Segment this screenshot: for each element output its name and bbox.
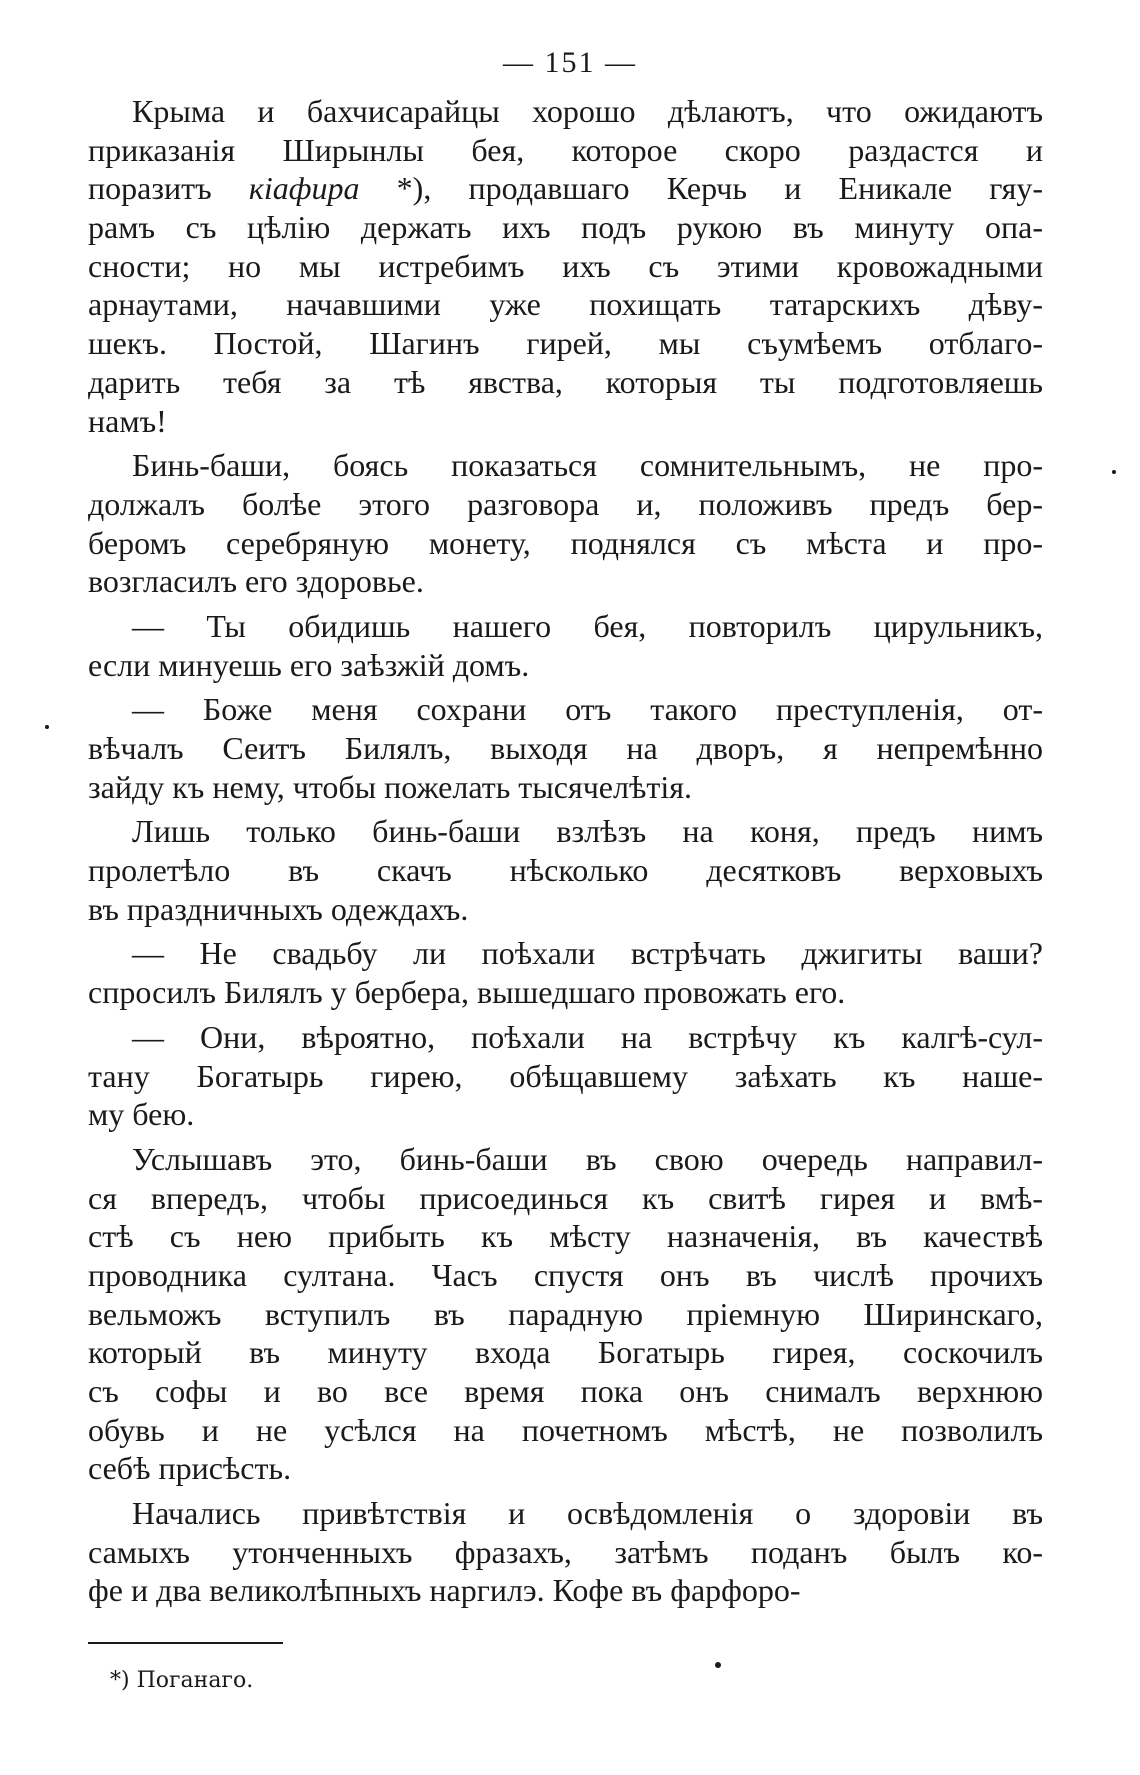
text-line: арнаутами, начавшими уже похищать татарскихъ дѣву- <box>88 286 1043 323</box>
text-line: му бею. <box>88 1096 195 1133</box>
text-line: приказанія Ширынлы бея, которое скоро раздастся и <box>88 131 1043 168</box>
text-line: тану Богатырь гирею, обѣщавшему заѣхать къ нашe- <box>88 1057 1043 1094</box>
text-line: обувь и не усѣлся на почетномъ мѣстѣ, не позволилъ <box>88 1411 1043 1448</box>
text-line: поразитъ кіафира *), продавшаго Керчь и Еникале гяу- <box>88 170 1044 207</box>
text-line: рамъ съ цѣлію держать ихъ подъ рукою въ минуту опа- <box>88 209 1043 246</box>
footnote-divider <box>88 1642 283 1644</box>
text-line: самыхъ утонченныхъ фразахъ, затѣмъ поданъ былъ ко- <box>88 1533 1043 1570</box>
text-line: беромъ серебряную монету, поднялся съ мѣста и про- <box>88 524 1043 561</box>
text-line: дарить тебя за тѣ явства, которыя ты подготовляешь <box>88 363 1043 400</box>
print-speck <box>715 1662 721 1668</box>
paragraph <box>88 446 1043 601</box>
text-line: вѣчалъ Сеитъ Билялъ, выходя на дворъ, я непремѣнно <box>88 730 1043 766</box>
footnote: *) Поганаго. <box>110 1668 254 1693</box>
paragraph <box>88 934 1043 1011</box>
text-line: шекъ. Постой, Шагинъ гирей, мы съумѣемъ отблаго- <box>88 325 1043 362</box>
text-line: зайду къ нему, чтобы пожелать тысячелѣтія. <box>88 768 692 805</box>
paragraph <box>88 812 1043 928</box>
text-line: если минуешь его заѣзжій домъ. <box>88 646 530 683</box>
text-line: Начались привѣтствія и освѣдомленія о здоровіи въ <box>132 1495 1043 1532</box>
paragraph <box>88 607 1043 684</box>
paragraph <box>88 1018 1043 1134</box>
text-line: возгласилъ его здоровье. <box>88 563 424 600</box>
print-speck <box>45 725 49 729</box>
text-line: сности; но мы истребимъ ихъ съ этими кровожадными <box>88 247 1043 284</box>
page-number: — 151 — <box>503 46 637 79</box>
text-line: Услышавъ это, бинь-баши въ свою очередь направил- <box>132 1140 1043 1177</box>
text-line: Крыма и бахчисарайцы хорошо дѣлаютъ, что ожидаютъ <box>132 93 1043 129</box>
italic-word: кіафира <box>248 170 360 207</box>
text-line: должалъ болѣе этого разговора и, положивъ предъ бер- <box>88 485 1043 522</box>
text-line: ся впередъ, чтобы присоединься къ свитѣ гирея и вмѣ- <box>88 1179 1043 1216</box>
text-line: себѣ присѣсть. <box>88 1450 292 1487</box>
text-line: стѣ съ нею прибыть къ мѣсту назначенія, въ качествѣ <box>88 1218 1043 1255</box>
text-line: — Они, вѣроятно, поѣхали на встрѣчу къ калгѣ-сул- <box>132 1018 1043 1055</box>
text-line: Лишь только бинь-баши взлѣзъ на коня, предъ нимъ <box>132 813 1043 850</box>
text-line: съ софы и во все время пока онъ снималъ верхнюю <box>88 1373 1043 1409</box>
paragraph <box>88 1494 1043 1610</box>
text-line: который въ минуту входа Богатырь гирея, соскочилъ <box>88 1334 1043 1371</box>
paragraph <box>88 690 1043 806</box>
text-line: въ праздничныхъ одеждахъ. <box>88 890 469 927</box>
paragraph <box>88 1140 1043 1488</box>
text-body <box>88 92 1043 1610</box>
paragraph <box>88 92 1043 440</box>
text-line: вельможъ вступилъ въ парадную пріемную Ширинскаго, <box>88 1295 1043 1332</box>
text-line: намъ! <box>88 402 167 439</box>
text-line: — Боже меня сохрани отъ такого преступленія, от- <box>132 691 1043 728</box>
text-line: — Не свадьбу ли поѣхали встрѣчать джигиты ваши? <box>132 935 1043 972</box>
text-line: пролетѣло въ скачъ нѣсколько десятковъ верховыхъ <box>88 852 1043 889</box>
text-line: Бинь-баши, боясь показаться сомнительнымъ, не про- <box>132 447 1043 484</box>
text-line: — Ты обидишь нашего бея, повторилъ цирульникъ, <box>132 607 1043 644</box>
text-line: спросилъ Билялъ у бербера, вышедшаго провожать его. <box>88 974 846 1011</box>
print-speck <box>1112 470 1116 474</box>
text-line: фе и два великолѣпныхъ наргилэ. Кофе въ фарфоро- <box>88 1572 801 1609</box>
text-line: проводника султана. Часъ спустя онъ въ числѣ прочихъ <box>88 1256 1043 1293</box>
